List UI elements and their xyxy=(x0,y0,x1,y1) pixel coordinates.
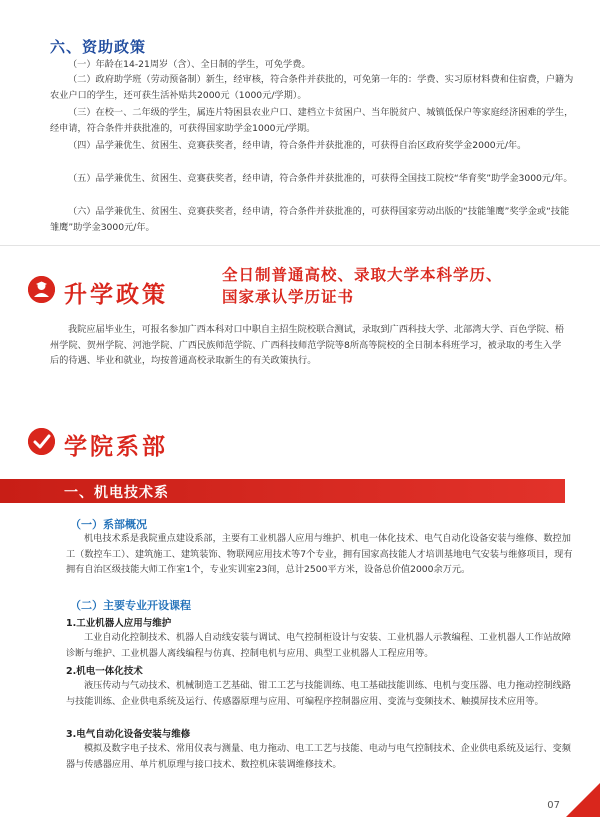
further-study-body: 我院应届毕业生，可报名参加广西本科对口中职自主招生院校联合测试，录取到广西科技大学、北部湾大学、百色学院、梧州学院、贺州学院、河池学院、广西民族师范学院、广西科技师范学院等8所高等院校的全日制本科班学习，被录取的考生入学后的待遇、毕业和就业，均按普通高校录取新生的有关政策执行。 xyxy=(50,324,565,366)
aid-item-1: （一）年龄在14-21周岁（含）、全日制的学生，可免学费。 xyxy=(68,59,311,70)
further-study-title: 升学政策 xyxy=(64,282,168,308)
further-study-subtitle-2: 国家承认学历证书 xyxy=(222,288,355,306)
financial-aid-title: 六、资助政策 xyxy=(50,38,147,56)
check-icon xyxy=(28,428,55,455)
page-number: 07 xyxy=(547,800,560,811)
section-divider xyxy=(0,245,600,246)
major-name: 3.电气自动化设备安装与维修 xyxy=(66,729,191,740)
aid-item-2: （二）政府助学班（劳动预备制）新生，经审核，符合条件并获批的，可免第一年的：学费、实习原材料费和住宿费，户籍为农业户口的学生，还可获生活补贴共2000元（1000元/学期）。 xyxy=(50,74,574,101)
major-name: 1.工业机器人应用与维护 xyxy=(66,618,172,629)
overview-body: 机电技术系是我院重点建设系部，主要有工业机器人应用与维护、机电一体化技术、电气自动化设备安装与维修、数控加工（数控车工）、建筑施工、建筑装饰、物联网应用技术等7个专业，拥有国家高技能人才培训基地电气安装与维修项目，现有拥有自治区级技能大师工作室1个，专业实训室23间，总计2500平方米，设备总价值2000余万元。 xyxy=(66,533,573,575)
further-study-subtitle-1: 全日制普通高校、录取大学本科学历、 xyxy=(222,266,503,284)
departments-title: 学院系部 xyxy=(64,434,168,460)
major-name: 2.机电一体化技术 xyxy=(66,666,143,677)
aid-item-5: （五）品学兼优生、贫困生、竞赛获奖者，经申请，符合条件并获批准的，可获得全国技工院校“华育奖”助学金3000元/年。 xyxy=(68,173,573,184)
major-courses: 液压传动与气动技术、机械制造工艺基础、钳工工艺与技能训练、电工基础技能训练、电机与变压器、电力拖动控制线路与技能训练、企业供电系统及运行、传感器原理与应用、可编程序控制器应用、变流与变频技术、触摸屏技术应用等。 xyxy=(66,680,571,707)
overview-heading: （一）系部概况 xyxy=(70,518,147,531)
major-courses: 模拟及数字电子技术、常用仪表与测量、电力拖动、电工工艺与技能、电动与电气控制技术、企业供电系统及运行、变频器与传感器应用、单片机原理与接口技术、数控机床装调维修技术。 xyxy=(66,743,571,770)
courses-heading: （二）主要专业开设课程 xyxy=(70,599,191,612)
aid-item-4: （四）品学兼优生、贫困生、竞赛获奖者，经申请，符合条件并获批准的，可获得自治区政府奖学金2000元/年。 xyxy=(68,140,527,151)
department-1-title: 一、机电技术系 xyxy=(64,485,169,501)
aid-item-6: （六）品学兼优生、贫困生、竞赛获奖者，经申请，符合条件并获批准的，可获得国家劳动出版的“技能雏鹰”奖学金或“技能雏鹰”助学金3000元/年。 xyxy=(50,206,570,233)
corner-decoration xyxy=(566,783,600,817)
aid-item-3: （三）在校一、二年级的学生，属连片特困县农业户口、建档立卡贫困户、当年脱贫户、城镇低保户等家庭经济困难的学生，经申请，符合条件并获批准的，可获得国家助学金1000元/学期。 xyxy=(50,107,574,134)
major-courses: 工业自动化控制技术、机器人自动线安装与调试、电气控制柜设计与安装、工业机器人示教编程、工业机器人工作站故障诊断与维护、工业机器人离线编程与仿真、控制电机与应用、典型工业机器人工程应用等。 xyxy=(66,632,571,659)
graduate-icon xyxy=(28,276,55,303)
